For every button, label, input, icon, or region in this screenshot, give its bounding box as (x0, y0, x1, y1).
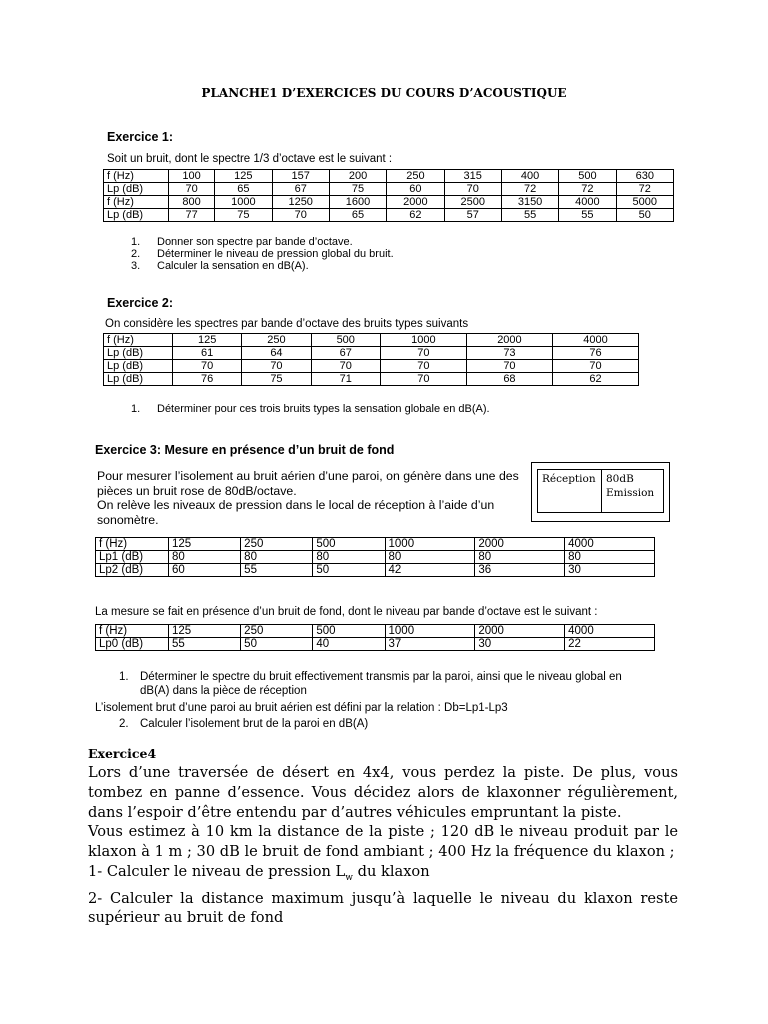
table-cell: 250 (387, 170, 444, 183)
table-cell: 500 (559, 170, 616, 183)
ex3-levels-table (95, 537, 655, 577)
table-cell: 1000 (385, 625, 475, 638)
table-cell: 2500 (444, 196, 501, 209)
table-cell: 64 (242, 347, 311, 360)
table-cell: 76 (552, 347, 638, 360)
intro-line: pièces un bruit rose de 80dB/octave. (97, 483, 297, 498)
table-cell: 80 (565, 551, 655, 564)
table-cell: 55 (241, 564, 313, 577)
table-cell: 77 (169, 209, 215, 222)
table-cell: 75 (242, 373, 311, 386)
question-text: Déterminer pour ces trois bruits types la sensation globale en dB(A). (157, 403, 490, 415)
table-cell: 60 (169, 564, 241, 577)
question-number: 1. (131, 236, 141, 248)
table-cell: 40 (313, 638, 385, 651)
table-row (104, 183, 674, 196)
reception-label: Réception (538, 470, 602, 512)
q1-text: 1- Calculer le niveau de pression L (88, 862, 346, 880)
q-text-cont: dB(A) dans la pièce de réception (140, 685, 307, 697)
table-cell: 4000 (559, 196, 616, 209)
table-cell: 30 (565, 564, 655, 577)
row-header-cell: Lp (dB) (104, 360, 173, 373)
table-row (104, 373, 639, 386)
intro-line: sonomètre. (97, 512, 159, 527)
table-cell: 4000 (552, 334, 638, 347)
ex2-spectrum-table (103, 333, 639, 386)
table-cell: 42 (385, 564, 475, 577)
table-cell: 60 (387, 183, 444, 196)
ex4-title: Exercice4 (88, 746, 157, 761)
table-cell: 2000 (475, 538, 565, 551)
table-cell: 75 (329, 183, 386, 196)
table-cell: 71 (311, 373, 380, 386)
table-cell: 3150 (501, 196, 558, 209)
table-cell: 1000 (380, 334, 466, 347)
row-header-cell: f (Hz) (104, 170, 169, 183)
q-number: 2. (119, 718, 129, 730)
table-cell: 73 (466, 347, 552, 360)
table-cell: 62 (552, 373, 638, 386)
table-cell: 70 (272, 209, 329, 222)
row-header-cell: Lp2 (dB) (96, 564, 169, 577)
table-cell: 70 (380, 373, 466, 386)
table-cell: 400 (501, 170, 558, 183)
table-cell: 80 (313, 551, 385, 564)
table-cell: 65 (215, 183, 272, 196)
table-cell: 500 (313, 538, 385, 551)
table-cell: 55 (169, 638, 241, 651)
table-cell: 61 (173, 347, 242, 360)
row-header-cell: Lp1 (dB) (96, 551, 169, 564)
q-number: 1. (119, 671, 129, 683)
q-text: Déterminer le spectre du bruit effectivement transmis par la paroi, ainsi que le niveau global en (140, 671, 622, 683)
table-row (104, 170, 674, 183)
table-cell: 80 (475, 551, 565, 564)
table-cell: 67 (272, 183, 329, 196)
table-cell: 200 (329, 170, 386, 183)
table-cell: 80 (169, 551, 241, 564)
row-header-cell: Lp (dB) (104, 347, 173, 360)
table-row (96, 551, 655, 564)
table-cell: 70 (444, 183, 501, 196)
table-cell: 4000 (565, 538, 655, 551)
table-cell: 630 (616, 170, 673, 183)
q1-text-end: du klaxon (352, 862, 430, 880)
table-cell: 125 (215, 170, 272, 183)
question-number: 3. (131, 260, 141, 272)
table-cell: 2000 (475, 625, 565, 638)
table-cell: 76 (173, 373, 242, 386)
q-text: Calculer l’isolement brut de la paroi en dB(A) (140, 718, 369, 730)
table-cell: 80 (241, 551, 313, 564)
table-cell: 1600 (329, 196, 386, 209)
table-cell: 75 (215, 209, 272, 222)
table-cell: 125 (169, 538, 241, 551)
table-cell: 36 (475, 564, 565, 577)
row-header-cell: f (Hz) (96, 538, 169, 551)
question-number: 1. (131, 403, 141, 415)
table-cell: 30 (475, 638, 565, 651)
ex4-question-2: 2- Calculer la distance maximum jusqu’à laquelle le niveau du klaxon reste supérieur au bruit de fond (88, 889, 678, 927)
ex2-questions (131, 403, 490, 415)
row-header-cell: f (Hz) (96, 625, 169, 638)
table-cell: 70 (242, 360, 311, 373)
table-cell: 4000 (565, 625, 655, 638)
q1-subscript: w (345, 872, 353, 883)
table-cell: 70 (466, 360, 552, 373)
table-cell: 62 (387, 209, 444, 222)
table-row (104, 196, 674, 209)
table-cell: 50 (313, 564, 385, 577)
row-header-cell: f (Hz) (104, 196, 169, 209)
table-cell: 500 (313, 625, 385, 638)
table-cell: 125 (173, 334, 242, 347)
table-row (104, 347, 639, 360)
table-cell: 125 (169, 625, 241, 638)
table-cell: 80 (385, 551, 475, 564)
table-cell: 1250 (272, 196, 329, 209)
table-row (96, 625, 655, 638)
intro-line: Pour mesurer l’isolement au bruit aérien d’une paroi, on génère dans une des (97, 469, 519, 483)
ex1-spectrum-table (103, 169, 674, 222)
table-cell: 315 (444, 170, 501, 183)
table-row (96, 638, 655, 651)
table-cell: 70 (173, 360, 242, 373)
row-header-cell: Lp0 (dB) (96, 638, 169, 651)
emission-label: Emission (606, 487, 655, 499)
question-item (131, 403, 490, 415)
row-header-cell: Lp (dB) (104, 209, 169, 222)
ex3-background-table (95, 624, 655, 651)
table-cell: 2000 (387, 196, 444, 209)
table-cell: 250 (241, 538, 313, 551)
ex4-paragraph-2: Vous estimez à 10 km la distance de la piste ; 120 dB le niveau produit par le klaxon à 1 m ; 30 dB le bruit de fond ambiant ; 400 Hz la fréquence du klaxon ; (88, 823, 678, 861)
question-item (131, 248, 394, 260)
table-cell: 50 (241, 638, 313, 651)
table-cell: 1000 (215, 196, 272, 209)
question-text: Calculer la sensation en dB(A). (157, 260, 309, 272)
table-row (96, 538, 655, 551)
table-cell: 22 (565, 638, 655, 651)
reception-emission-diagram (531, 462, 670, 522)
ex3-title: Exercice 3: Mesure en présence d’un bruit de fond (95, 443, 395, 457)
row-header-cell: Lp (dB) (104, 373, 173, 386)
row-header-cell: f (Hz) (104, 334, 173, 347)
table-cell: 2000 (466, 334, 552, 347)
question-item (131, 236, 394, 248)
table-cell: 55 (559, 209, 616, 222)
question-text: Déterminer le niveau de pression global du bruit. (157, 248, 394, 260)
table-cell: 500 (311, 334, 380, 347)
row-header-cell: Lp (dB) (104, 183, 169, 196)
level-label: 80dB (606, 473, 634, 485)
ex2-intro: On considère les spectres par bande d’octave des bruits types suivants (105, 318, 469, 330)
table-cell: 5000 (616, 196, 673, 209)
table-cell: 70 (552, 360, 638, 373)
table-cell: 67 (311, 347, 380, 360)
question-text: Donner son spectre par bande d’octave. (157, 236, 353, 248)
table-cell: 72 (501, 183, 558, 196)
ex2-title: Exercice 2: (107, 296, 174, 310)
table-row (96, 564, 655, 577)
table-cell: 70 (311, 360, 380, 373)
ex3-background-note: La mesure se fait en présence d’un bruit de fond, dont le niveau par bande d’octave est le suivant : (95, 606, 598, 618)
table-row (104, 334, 639, 347)
table-cell: 70 (380, 360, 466, 373)
ex1-title: Exercice 1: (107, 130, 174, 144)
table-cell: 70 (169, 183, 215, 196)
ex4-question-1 (88, 862, 678, 889)
table-row (104, 209, 674, 222)
question-item (131, 260, 394, 272)
table-cell: 72 (559, 183, 616, 196)
table-cell: 250 (241, 625, 313, 638)
page-title: PLANCHE1 D’EXERCICES DU COURS D’ACOUSTIQUE (201, 86, 567, 100)
table-cell: 57 (444, 209, 501, 222)
table-row (104, 360, 639, 373)
table-cell: 800 (169, 196, 215, 209)
table-cell: 50 (616, 209, 673, 222)
ex3-question-2 (119, 718, 368, 730)
table-cell: 72 (616, 183, 673, 196)
ex1-questions (131, 236, 394, 272)
ex4-paragraph-1: Lors d’une traversée de désert en 4x4, vous perdez la piste. De plus, vous tombez en panne d’essence. Vous décidez alors de klaxonner régulièrement, dans l’espoir d’être entendu par d’autres véhicules empruntant la piste. (88, 764, 678, 821)
question-number: 2. (131, 248, 141, 260)
ex3-question-1 (119, 670, 622, 698)
table-cell: 100 (169, 170, 215, 183)
ex3-relation-note: L’isolement brut d’une paroi au bruit aérien est défini par la relation : Db=Lp1-Lp3 (95, 702, 508, 714)
table-cell: 65 (329, 209, 386, 222)
ex4-body (88, 763, 678, 928)
table-cell: 70 (380, 347, 466, 360)
table-cell: 157 (272, 170, 329, 183)
table-cell: 55 (501, 209, 558, 222)
ex1-intro: Soit un bruit, dont le spectre 1/3 d’octave est le suivant : (107, 153, 393, 165)
table-cell: 68 (466, 373, 552, 386)
table-cell: 250 (242, 334, 311, 347)
intro-line: On relève les niveaux de pression dans le local de réception à l’aide d’un (97, 498, 495, 512)
table-cell: 37 (385, 638, 475, 651)
ex3-intro (97, 469, 521, 527)
table-cell: 1000 (385, 538, 475, 551)
